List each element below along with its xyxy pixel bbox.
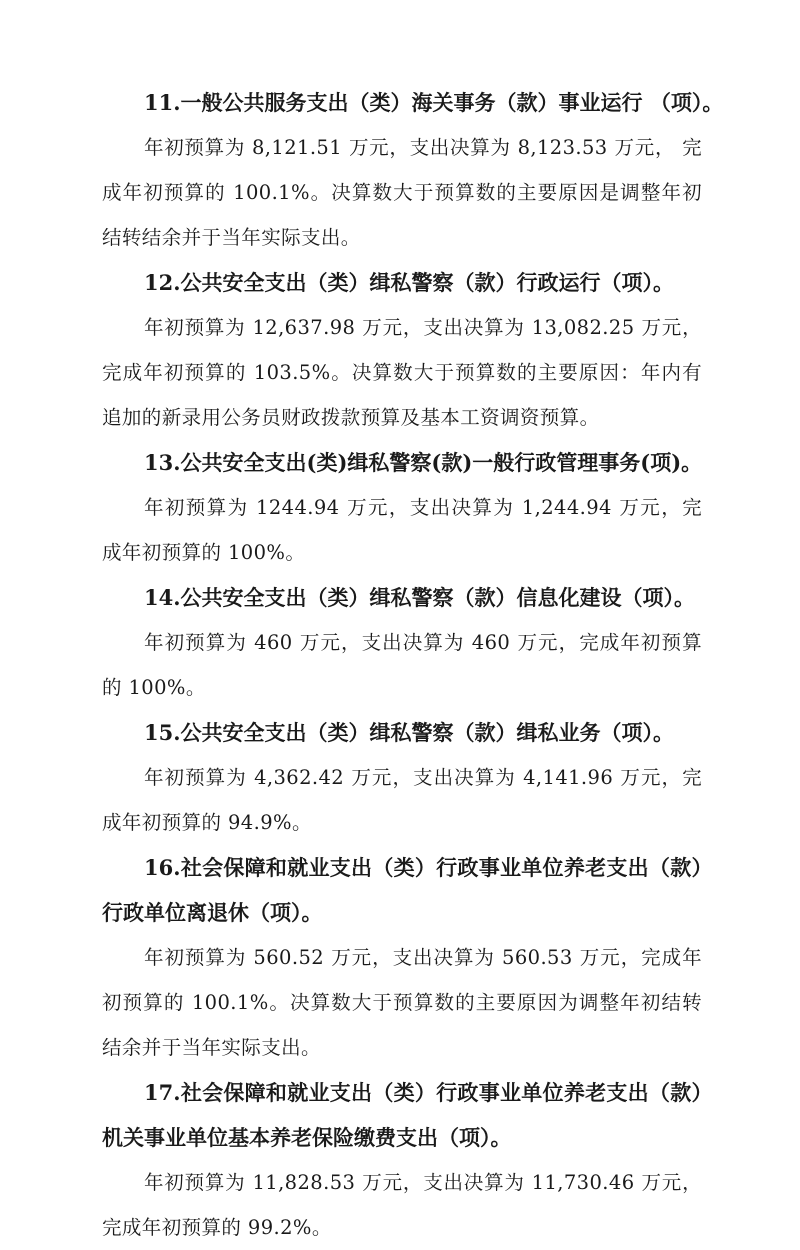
section-item-11 — [102, 80, 724, 260]
section-item-17 — [102, 1070, 702, 1250]
section-paragraph: 年初预算为 8,121.51 万元，支出决算为 8,123.53 万元， 完成年初预算的 100.1%。决算数大于预算数的主要原因是调整年初结转结余并于当年实际支出。 — [102, 136, 702, 249]
section-item-13 — [102, 440, 702, 575]
document-body — [102, 80, 724, 1250]
section-heading: 15.公共安全支出（类）缉私警察（款）缉私业务（项）。 — [144, 720, 675, 745]
section-paragraph: 年初预算为 1244.94 万元，支出决算为 1,244.94 万元，完成年初预算的 100%。 — [102, 496, 702, 564]
section-paragraph: 年初预算为 11,828.53 万元，支出决算为 11,730.46 万元，完成年初预算的 99.2%。 — [102, 1171, 702, 1239]
section-item-12 — [102, 260, 702, 440]
section-heading: 11.一般公共服务支出（类）海关事务（款）事业运行 （项）。 — [144, 90, 724, 115]
section-item-14 — [102, 575, 702, 710]
section-paragraph: 年初预算为 560.52 万元，支出决算为 560.53 万元，完成年初预算的 100.1%。决算数大于预算数的主要原因为调整年初结转结余并于当年实际支出。 — [102, 946, 702, 1059]
section-paragraph: 年初预算为 460 万元，支出决算为 460 万元，完成年初预算的 100%。 — [102, 631, 702, 699]
section-heading: 12.公共安全支出（类）缉私警察（款）行政运行（项）。 — [144, 270, 675, 295]
section-heading: 14.公共安全支出（类）缉私警察（款）信息化建设（项）。 — [144, 585, 696, 610]
section-heading: 13.公共安全支出(类)缉私警察(款)一般行政管理事务(项)。 — [144, 450, 703, 475]
section-heading: 16.社会保障和就业支出（类）行政事业单位养老支出（款）行政单位离退休（项）。 — [102, 855, 702, 925]
section-paragraph: 年初预算为 4,362.42 万元，支出决算为 4,141.96 万元，完成年初预算的 94.9%。 — [102, 766, 702, 834]
section-item-16 — [102, 845, 702, 1070]
section-heading: 17.社会保障和就业支出（类）行政事业单位养老支出（款）机关事业单位基本养老保险缴费支出（项）。 — [102, 1080, 702, 1150]
section-paragraph: 年初预算为 12,637.98 万元，支出决算为 13,082.25 万元，完成年初预算的 103.5%。决算数大于预算数的主要原因：年内有追加的新录用公务员财政拨款预算及基本工资调资预算。 — [102, 316, 702, 429]
section-item-15 — [102, 710, 702, 845]
